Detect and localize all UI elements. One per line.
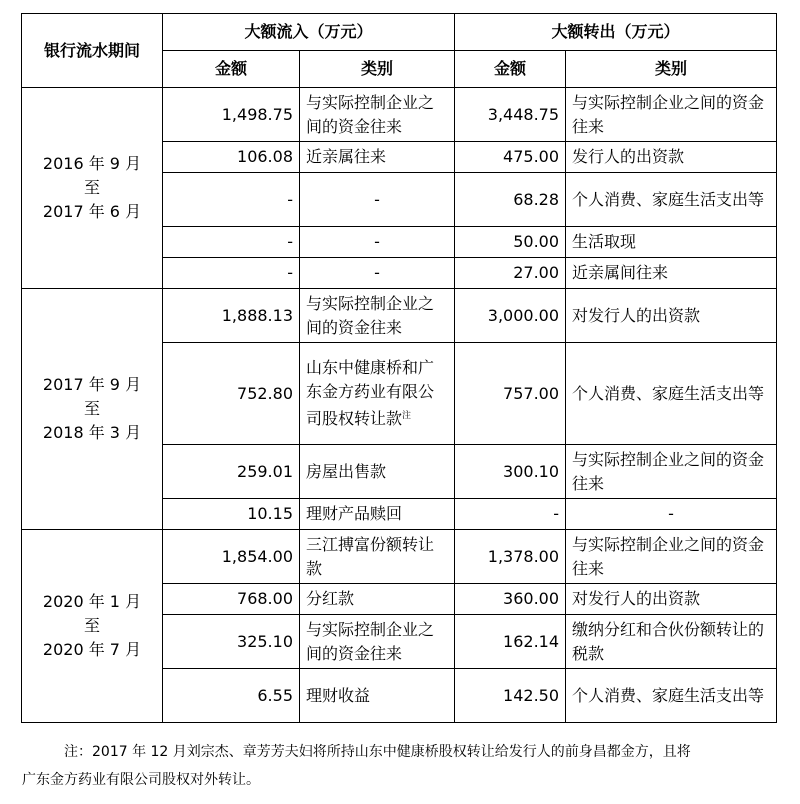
inflow-amount: 106.08: [163, 142, 300, 173]
period-start: 2020 年 1 月: [42, 592, 142, 611]
inflow-amount: 768.00: [163, 584, 300, 615]
outflow-amount: 50.00: [455, 227, 566, 258]
period-cell: [22, 88, 163, 289]
header-inflow: 大额流入（万元）: [163, 14, 455, 51]
outflow-amount: 3,000.00: [455, 289, 566, 343]
inflow-category: 与实际控制企业之间的资金往来: [300, 615, 455, 669]
period-start: 2017 年 9 月: [42, 375, 142, 394]
table-row: [22, 530, 777, 584]
outflow-category: 与实际控制企业之间的资金往来: [566, 445, 777, 499]
outflow-amount: 162.14: [455, 615, 566, 669]
inflow-category: 与实际控制企业之间的资金往来: [300, 88, 455, 142]
header-outflow: 大额转出（万元）: [455, 14, 777, 51]
outflow-category: 近亲属间往来: [566, 258, 777, 289]
inflow-category: 与实际控制企业之间的资金往来: [300, 289, 455, 343]
inflow-amount: 1,498.75: [163, 88, 300, 142]
inflow-category: 理财收益: [300, 669, 455, 723]
inflow-amount: -: [163, 227, 300, 258]
inflow-category: 近亲属往来: [300, 142, 455, 173]
inflow-amount: -: [163, 258, 300, 289]
outflow-category: 个人消费、家庭生活支出等: [566, 173, 777, 227]
outflow-category: 对发行人的出资款: [566, 289, 777, 343]
inflow-amount: 752.80: [163, 343, 300, 445]
outflow-amount: 1,378.00: [455, 530, 566, 584]
inflow-amount: -: [163, 173, 300, 227]
period-to: 至: [83, 399, 100, 418]
outflow-category: 个人消费、家庭生活支出等: [566, 343, 777, 445]
outflow-amount: 475.00: [455, 142, 566, 173]
footnote-marker: 注: [402, 411, 412, 421]
header-outflow-category: 类别: [566, 51, 777, 88]
period-to: 至: [83, 616, 100, 635]
outflow-amount: 142.50: [455, 669, 566, 723]
outflow-amount: 27.00: [455, 258, 566, 289]
inflow-category: -: [300, 227, 455, 258]
outflow-amount: 3,448.75: [455, 88, 566, 142]
header-inflow-amount: 金额: [163, 51, 300, 88]
header-period: 银行流水期间: [22, 14, 163, 88]
outflow-category: 发行人的出资款: [566, 142, 777, 173]
outflow-category: 生活取现: [566, 227, 777, 258]
inflow-amount: 6.55: [163, 669, 300, 723]
outflow-category: -: [566, 499, 777, 530]
period-to: 至: [83, 178, 100, 197]
inflow-category-text: 山东中健康桥和广东金方药业有限公司股权转让款: [306, 358, 435, 428]
period-end: 2017 年 6 月: [42, 202, 142, 221]
table-row: [22, 88, 777, 142]
outflow-category: 对发行人的出资款: [566, 584, 777, 615]
period-cell: [22, 289, 163, 530]
inflow-category: [300, 343, 455, 445]
inflow-category: 三江搏富份额转让款: [300, 530, 455, 584]
outflow-amount: 68.28: [455, 173, 566, 227]
table-row: [22, 289, 777, 343]
inflow-amount: 259.01: [163, 445, 300, 499]
footnote-line-2: 广东金方药业有限公司股权对外转让。: [22, 772, 260, 788]
inflow-amount: 1,888.13: [163, 289, 300, 343]
inflow-category: -: [300, 258, 455, 289]
inflow-amount: 325.10: [163, 615, 300, 669]
period-cell: [22, 530, 163, 723]
outflow-category: 与实际控制企业之间的资金往来: [566, 530, 777, 584]
period-start: 2016 年 9 月: [42, 154, 142, 173]
inflow-category: 分红款: [300, 584, 455, 615]
outflow-amount: 360.00: [455, 584, 566, 615]
period-end: 2018 年 3 月: [42, 423, 142, 442]
inflow-category: 房屋出售款: [300, 445, 455, 499]
inflow-amount: 1,854.00: [163, 530, 300, 584]
outflow-amount: -: [455, 499, 566, 530]
header-inflow-category: 类别: [300, 51, 455, 88]
outflow-amount: 757.00: [455, 343, 566, 445]
header-outflow-amount: 金额: [455, 51, 566, 88]
inflow-category: -: [300, 173, 455, 227]
inflow-category: 理财产品赎回: [300, 499, 455, 530]
bank-flow-table: [21, 13, 777, 723]
outflow-category: 个人消费、家庭生活支出等: [566, 669, 777, 723]
inflow-amount: 10.15: [163, 499, 300, 530]
outflow-category: 缴纳分红和合伙份额转让的税款: [566, 615, 777, 669]
outflow-amount: 300.10: [455, 445, 566, 499]
footnote-line-1: 注：2017 年 12 月刘宗杰、章芳芳夫妇将所持山东中健康桥股权转让给发行人的前身昌都金方，且将: [64, 744, 691, 760]
outflow-category: 与实际控制企业之间的资金往来: [566, 88, 777, 142]
period-end: 2020 年 7 月: [42, 640, 142, 659]
